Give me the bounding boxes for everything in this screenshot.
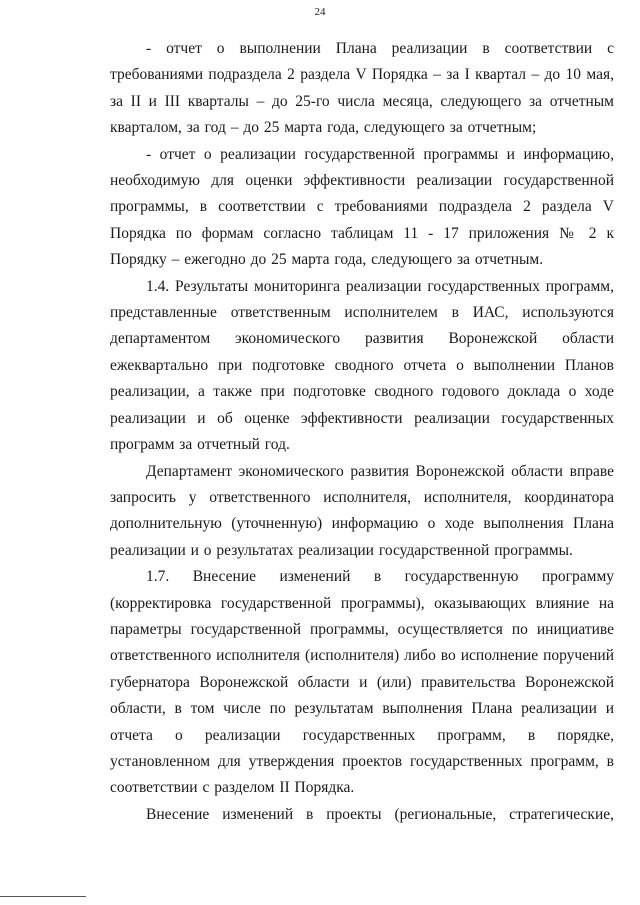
- paragraph-report-program: - отчет о реализации государственной программы и информацию, необходимую для оценки эффективности реализации государственной программы, в соответствии с требованиями подраздела 2 раздела V Порядка по формам согласно таблицам 11 - 17 приложения № 2 к Порядку – ежегодно до 25 марта года, следующего за отчетным.: [110, 145, 614, 269]
- paragraph-program-changes: 1.7. Внесение изменений в государственную программу (корректировка государственной программы), оказывающих влияние на параметры государственной программы, осуществляется по инициативе ответственного исполнителя (исполнителя) либо во исполнение поручений губернатора Воронежской области и (или) правительства Воронежской области, в том числе по результатам выполнения Плана реализации и отчета о реализации государственных программ, в порядке, установленном для утверждения проектов государственных программ, в соответствии с разделом II Порядка.: [110, 568, 614, 797]
- page-number: 24: [314, 6, 326, 18]
- document-body: [110, 36, 614, 828]
- paragraph-project-changes: Внесение изменений в проекты (региональные, стратегические,: [146, 805, 614, 823]
- paragraph-report-plan: - отчет о выполнении Плана реализации в соответствии с требованиями подраздела 2 раздела V Порядка – за I квартал – до 10 мая, за II и III кварталы – до 25-го числа месяца, следующего за отчетным кварталом, за год – до 25 марта года, следующего за отчетным;: [110, 40, 614, 137]
- paragraph-monitoring-results: 1.4. Результаты мониторинга реализации государственных программ, представленные ответственным исполнителем в ИАС, используются департаментом экономического развития Воронежской области ежеквартально при подготовке сводного отчета о выполнении Планов реализации, а также при подготовке сводного годового доклада о ходе реализации и об оценке эффективности реализации государственных программ за отчетный год.: [110, 277, 614, 454]
- footer-rule: [0, 896, 86, 897]
- paragraph-department-request: Департамент экономического развития Воронежской области вправе запросить у ответственного исполнителя, исполнителя, координатора дополнительную (уточненную) информацию о ходе выполнения Плана реализации и о результатах реализации государственной программы.: [110, 462, 614, 559]
